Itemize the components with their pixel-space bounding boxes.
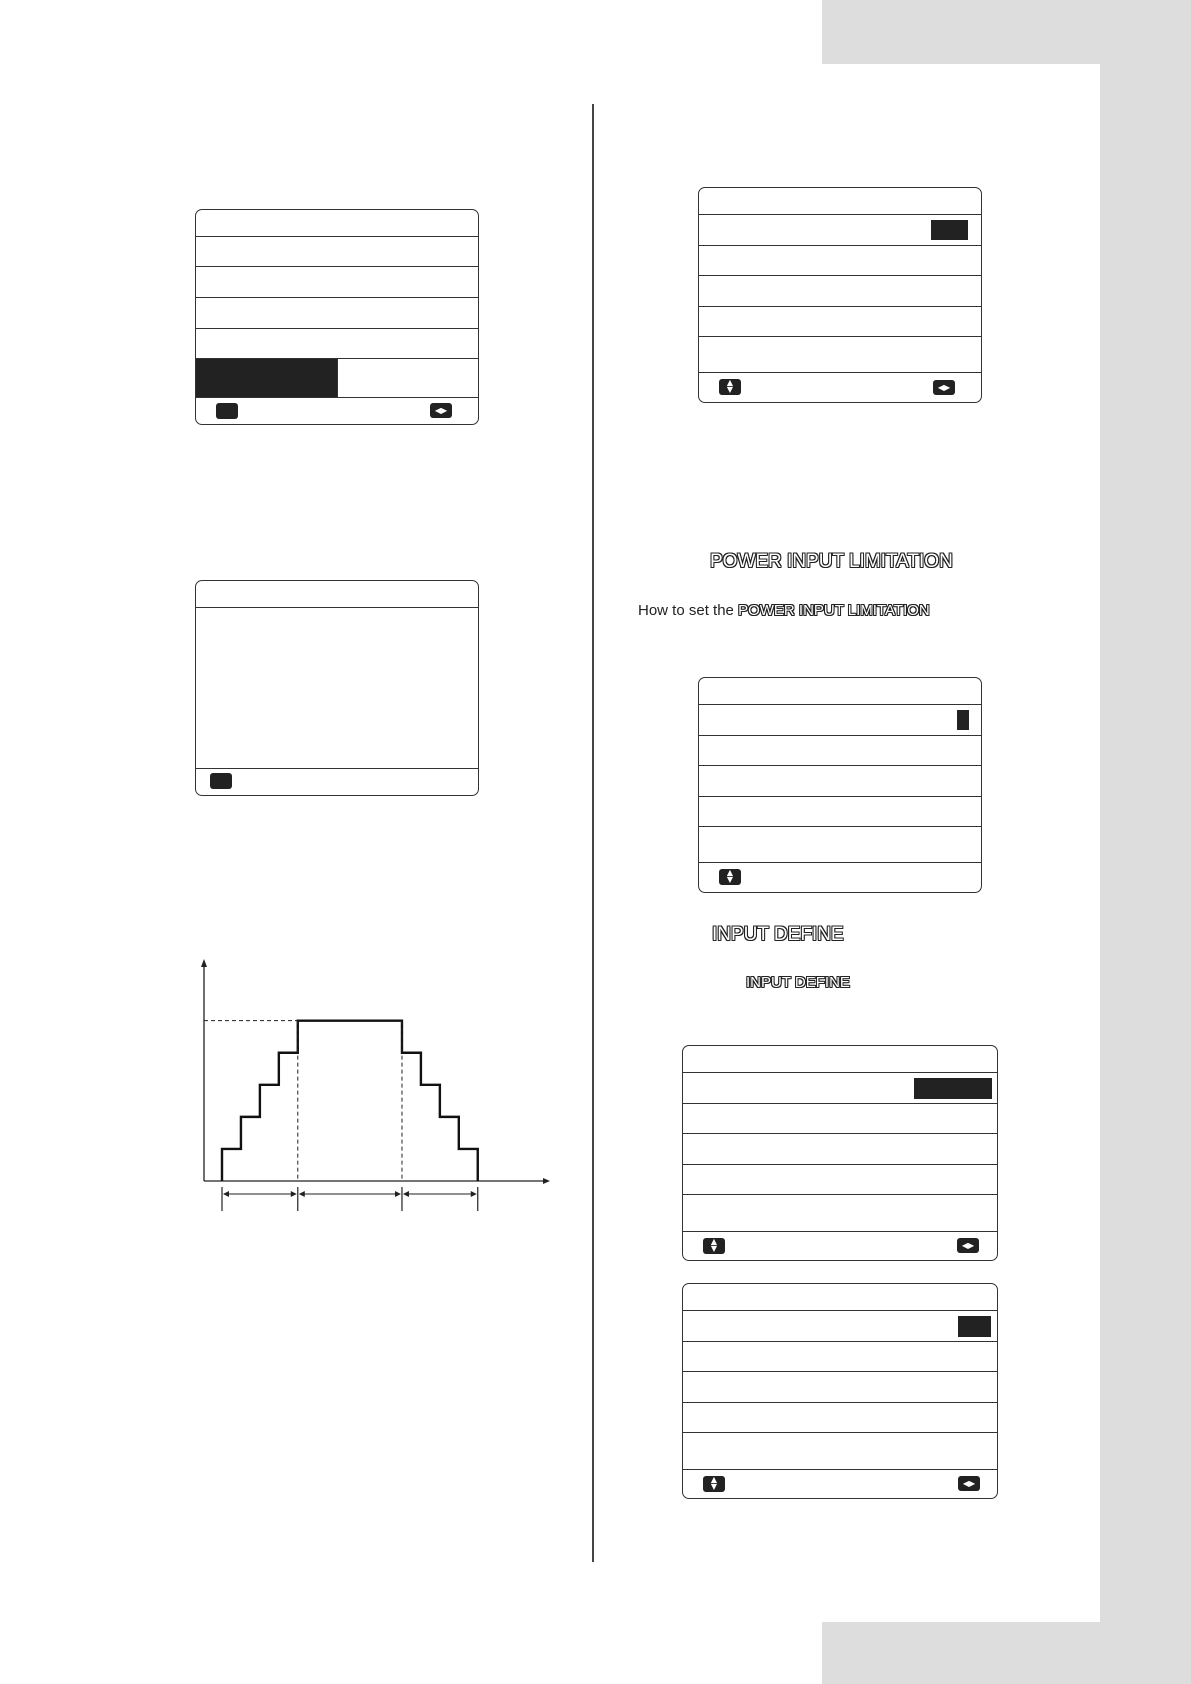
- up-down-arrows-icon[interactable]: ▲ ▼: [719, 869, 741, 885]
- lcd-value-box[interactable]: [914, 1078, 992, 1099]
- page-band-right: [1100, 0, 1191, 1684]
- lcd-row: [699, 246, 981, 276]
- lcd-value-box[interactable]: [957, 710, 969, 730]
- lcd-title-row: [699, 188, 981, 215]
- left-right-arrows-icon[interactable]: ◀▶: [957, 1238, 979, 1253]
- input-define-heading: INPUT DEFINE: [712, 924, 844, 945]
- lcd-screen-4: [698, 677, 982, 893]
- how-to-set-prefix: How to set the: [638, 602, 739, 619]
- lcd-row: [196, 329, 478, 359]
- lcd-row: [699, 736, 981, 766]
- lcd-row: [699, 766, 981, 797]
- up-down-arrows-icon[interactable]: ▲ ▼: [719, 379, 741, 395]
- how-to-set-line: [638, 602, 930, 619]
- lcd-row: [699, 276, 981, 307]
- lcd-row: [196, 298, 478, 329]
- up-down-arrows-icon[interactable]: ▲ ▼: [703, 1476, 725, 1492]
- phase-dimension-arrow: [223, 1191, 229, 1197]
- lcd-title-row: [196, 210, 478, 237]
- page-band-bottom: [822, 1622, 1191, 1684]
- lcd-footer-line: [699, 337, 981, 373]
- lcd-footer-line: [683, 1433, 997, 1470]
- column-divider: [592, 104, 594, 1562]
- lcd-title-row: [196, 581, 478, 608]
- lcd-row: [699, 307, 981, 337]
- lcd-row: [683, 1342, 997, 1372]
- lcd-option-divider: [337, 359, 338, 397]
- lcd-selected-option[interactable]: [196, 359, 337, 397]
- lcd-title-row: [683, 1284, 997, 1311]
- lcd-footer-line: [196, 768, 478, 769]
- ok-key-icon[interactable]: [210, 773, 232, 789]
- left-right-arrows-icon[interactable]: ◀▶: [430, 403, 452, 418]
- left-right-arrows-icon[interactable]: ◀▶: [958, 1476, 980, 1491]
- step-chart: [185, 955, 555, 1217]
- ok-key-icon[interactable]: [216, 403, 238, 419]
- phase-dimension-arrow: [403, 1191, 409, 1197]
- lcd-screen-2: [195, 580, 479, 796]
- lcd-message-area: [196, 608, 478, 768]
- lcd-row: [683, 1165, 997, 1195]
- lcd-row: [683, 1403, 997, 1433]
- x-axis-arrow: [543, 1178, 550, 1184]
- lcd-value-box[interactable]: [958, 1316, 991, 1337]
- lcd-row: [683, 1311, 997, 1342]
- lcd-row: [683, 1134, 997, 1165]
- lcd-screen-6: [682, 1283, 998, 1499]
- lcd-row: [699, 705, 981, 736]
- left-right-arrows-icon[interactable]: ◀▶: [933, 380, 955, 395]
- lcd-footer-line: [683, 1195, 997, 1232]
- lcd-row: [683, 1104, 997, 1134]
- power-input-limitation-heading: POWER INPUT LIMITATION: [710, 551, 953, 572]
- y-axis-arrow: [201, 959, 207, 967]
- up-down-arrows-icon[interactable]: ▲ ▼: [703, 1238, 725, 1254]
- lcd-row: [196, 267, 478, 298]
- lcd-screen-1: [195, 209, 479, 425]
- lcd-screen-3: [698, 187, 982, 403]
- lcd-row: [196, 237, 478, 267]
- lcd-title-row: [683, 1046, 997, 1073]
- lcd-footer-line: [699, 827, 981, 863]
- lcd-row: [683, 1372, 997, 1403]
- phase-dimension-arrow: [471, 1191, 477, 1197]
- lcd-value-box[interactable]: [931, 220, 968, 240]
- input-define-subheading: INPUT DEFINE: [746, 974, 850, 991]
- step-profile-line: [222, 1021, 478, 1181]
- phase-dimension-arrow: [291, 1191, 297, 1197]
- lcd-screen-5: [682, 1045, 998, 1261]
- lcd-row: [699, 797, 981, 827]
- phase-dimension-arrow: [395, 1191, 401, 1197]
- lcd-title-row: [699, 678, 981, 705]
- phase-dimension-arrow: [299, 1191, 305, 1197]
- lcd-footer-line: [196, 397, 478, 398]
- how-to-set-term: POWER INPUT LIMITATION: [738, 602, 930, 619]
